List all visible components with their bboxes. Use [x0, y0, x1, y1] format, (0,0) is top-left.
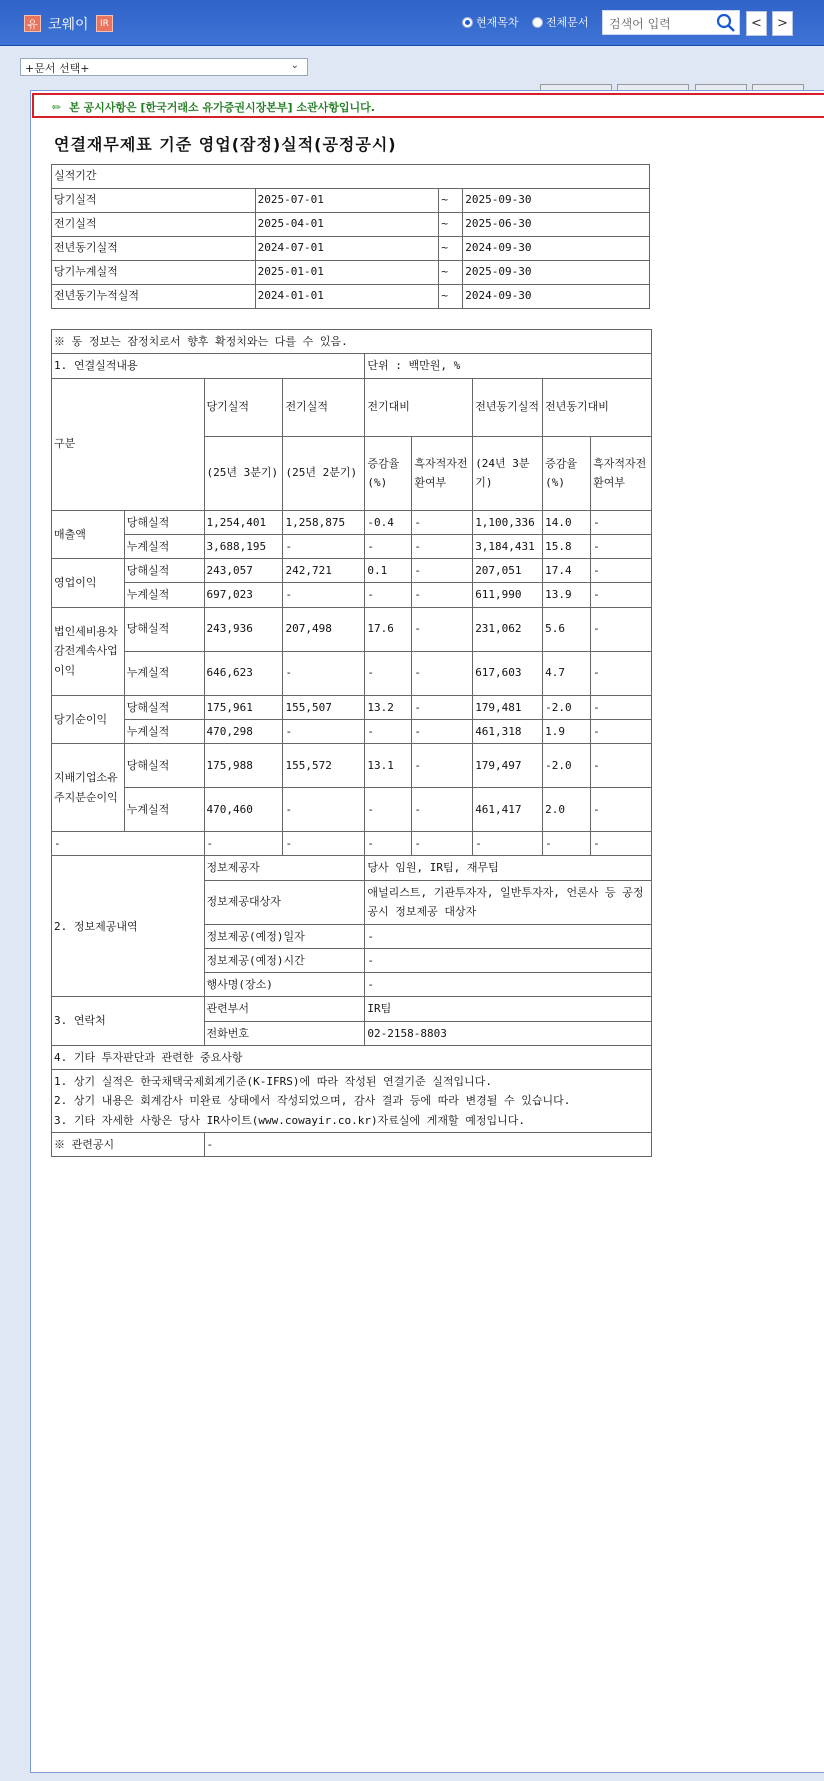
cell: 179,481 [473, 695, 543, 719]
cell: - [591, 534, 652, 558]
sub-turn: 흑자적자전환여부 [591, 436, 652, 510]
cell: - [283, 534, 365, 558]
row-type: 당해실적 [124, 744, 204, 788]
cell: - [412, 534, 473, 558]
section-1-title: 1. 연결실적내용 [52, 354, 365, 378]
table-row [52, 510, 652, 534]
period-label: 당기누계실적 [52, 261, 256, 285]
row-type: 누계실적 [124, 534, 204, 558]
cell: - [591, 788, 652, 832]
row-type: 누계실적 [124, 583, 204, 607]
info-label: 정보제공(예정)일자 [204, 924, 365, 948]
related-disclosure-value: - [204, 1132, 651, 1156]
period-label: 전년동기실적 [52, 237, 256, 261]
cell: - [591, 510, 652, 534]
table-row [52, 213, 650, 237]
contact-value: 02-2158-8803 [365, 1021, 652, 1045]
search-input[interactable]: 검색어 입력 [602, 10, 740, 35]
related-disclosure-label: ※ 관련공시 [52, 1132, 205, 1156]
cell: - [543, 832, 591, 856]
next-page-button[interactable]: > [772, 11, 793, 36]
period-to: 2025-06-30 [463, 213, 650, 237]
cell: - [591, 832, 652, 856]
cell: - [283, 788, 365, 832]
jurisdiction-notice [32, 93, 824, 118]
prev-page-button[interactable]: < [746, 11, 767, 36]
cell: 13.9 [543, 583, 591, 607]
col-prev: 전기실적 [283, 378, 365, 436]
info-value: - [365, 973, 652, 997]
cell: - [412, 719, 473, 743]
cell: 617,603 [473, 651, 543, 695]
cell: - [365, 534, 412, 558]
cell: 646,623 [204, 651, 283, 695]
radio-current-toc[interactable] [462, 14, 519, 30]
sub-prev-year: (24년 3분기) [473, 436, 543, 510]
col-vs-prev-year: 전년동기대비 [543, 378, 652, 436]
cell: - [412, 788, 473, 832]
cell: 15.8 [543, 534, 591, 558]
cell: 611,990 [473, 583, 543, 607]
period-label: 전년동기누적실적 [52, 285, 256, 309]
cell: 470,460 [204, 788, 283, 832]
table-row [52, 651, 652, 695]
radio-unselected-icon[interactable] [532, 17, 543, 28]
table-row [52, 788, 652, 832]
cell: -2.0 [543, 695, 591, 719]
period-sep: ~ [439, 213, 463, 237]
period-to: 2025-09-30 [463, 189, 650, 213]
section-2-title: 2. 정보제공내역 [52, 856, 205, 997]
pencil-icon: ✏ [52, 101, 62, 114]
item-name: 영업이익 [52, 559, 125, 608]
period-table-header: 실적기간 [52, 165, 650, 189]
cell: -2.0 [543, 744, 591, 788]
table-row [52, 695, 652, 719]
cell: 242,721 [283, 559, 365, 583]
period-to: 2024-09-30 [463, 237, 650, 261]
cell: 5.6 [543, 607, 591, 651]
cell: - [412, 744, 473, 788]
period-table [51, 164, 650, 309]
cell: 461,318 [473, 719, 543, 743]
chevron-down-icon: ⌄ [290, 60, 299, 71]
period-from: 2025-07-01 [255, 189, 439, 213]
period-sep: ~ [439, 285, 463, 309]
cell: 243,936 [204, 607, 283, 651]
table-row [52, 583, 652, 607]
table-row [52, 285, 650, 309]
cell: - [591, 651, 652, 695]
cell: - [365, 651, 412, 695]
cell: - [412, 607, 473, 651]
cell: - [204, 832, 283, 856]
document-select-dropdown[interactable] [20, 58, 308, 76]
cell: 697,023 [204, 583, 283, 607]
cell: 155,572 [283, 744, 365, 788]
info-value: - [365, 924, 652, 948]
item-name: 지배기업소유주지분순이익 [52, 744, 125, 832]
cell: - [412, 651, 473, 695]
company-name[interactable]: 코웨이 [48, 17, 89, 33]
row-type: 당해실적 [124, 695, 204, 719]
table-row [52, 607, 652, 651]
cell: 207,498 [283, 607, 365, 651]
cell: 1,254,401 [204, 510, 283, 534]
cell: - [412, 559, 473, 583]
cell: - [412, 510, 473, 534]
cell: - [591, 583, 652, 607]
cell: 3,688,195 [204, 534, 283, 558]
market-badge: 유 [24, 15, 41, 32]
cell: - [283, 832, 365, 856]
section-4-title: 4. 기타 투자판단과 관련한 중요사항 [52, 1045, 652, 1069]
table-row [52, 832, 652, 856]
other-note-line: 3. 기타 자세한 사항은 당사 IR사이트(www.cowayir.co.kr)자료실에 게재할 예정입니다. [54, 1113, 525, 1127]
table-row [52, 189, 650, 213]
cell: - [473, 832, 543, 856]
cell: -0.4 [365, 510, 412, 534]
radio-all-label: 전체문서 [546, 16, 589, 29]
radio-all-docs[interactable] [532, 14, 589, 30]
table-row [52, 719, 652, 743]
cell: - [283, 651, 365, 695]
cell: - [591, 607, 652, 651]
cell: 461,417 [473, 788, 543, 832]
other-notes [52, 1070, 652, 1133]
period-from: 2024-01-01 [255, 285, 439, 309]
cell: 14.0 [543, 510, 591, 534]
info-label: 정보제공대상자 [204, 880, 365, 924]
table-row [52, 237, 650, 261]
search-icon[interactable] [716, 13, 736, 33]
unit-label: 단위 : 백만원, % [365, 354, 652, 378]
row-type: 당해실적 [124, 559, 204, 583]
period-label: 당기실적 [52, 189, 256, 213]
info-value: 당사 임원, IR팀, 재무팀 [365, 856, 652, 880]
cell: 231,062 [473, 607, 543, 651]
period-from: 2025-01-01 [255, 261, 439, 285]
cell: 17.4 [543, 559, 591, 583]
cell: 13.1 [365, 744, 412, 788]
cell: 1.9 [543, 719, 591, 743]
sub-current: (25년 3분기) [204, 436, 283, 510]
contact-value: IR팀 [365, 997, 652, 1021]
section-3-title: 3. 연락처 [52, 997, 205, 1046]
period-sep: ~ [439, 237, 463, 261]
results-table [51, 329, 652, 1157]
row-type: 누계실적 [124, 719, 204, 743]
info-value: 애널리스트, 기관투자자, 일반투자자, 언론사 등 공정공시 정보제공 대상자 [365, 880, 652, 924]
cell: - [412, 832, 473, 856]
top-header-bar [0, 0, 824, 46]
col-category: 구분 [52, 378, 205, 510]
row-type: 누계실적 [124, 651, 204, 695]
cell: 13.2 [365, 695, 412, 719]
table-row [52, 744, 652, 788]
row-type: 당해실적 [124, 607, 204, 651]
item-name: 법인세비용차감전계속사업이익 [52, 607, 125, 695]
cell: - [365, 788, 412, 832]
notice-text: 본 공시사항은 [한국거래소 유가증권시장본부] 소관사항입니다. [69, 101, 375, 114]
sub-rate: 증감율(%) [543, 436, 591, 510]
cell: - [365, 719, 412, 743]
period-sep: ~ [439, 261, 463, 285]
provisional-note: ※ 동 정보는 잠정치로서 향후 확정치와는 다를 수 있음. [52, 330, 652, 354]
cell: - [591, 744, 652, 788]
sub-turn: 흑자적자전환여부 [412, 436, 473, 510]
item-name: 당기순이익 [52, 695, 125, 744]
period-to: 2025-09-30 [463, 261, 650, 285]
table-row [52, 534, 652, 558]
cell: 2.0 [543, 788, 591, 832]
cell: - [412, 695, 473, 719]
contact-label: 전화번호 [204, 1021, 365, 1045]
contact-label: 관련부서 [204, 997, 365, 1021]
cell: 1,258,875 [283, 510, 365, 534]
cell: - [591, 559, 652, 583]
col-prev-year: 전년동기실적 [473, 378, 543, 436]
page-title: 연결재무제표 기준 영업(잠정)실적(공정공시) [54, 135, 397, 154]
cell: 1,100,336 [473, 510, 543, 534]
cell: 17.6 [365, 607, 412, 651]
cell: - [283, 583, 365, 607]
item-name: 매출액 [52, 510, 125, 559]
info-label: 정보제공(예정)시간 [204, 948, 365, 972]
radio-current-label: 현재목차 [476, 16, 519, 29]
row-type: 누계실적 [124, 788, 204, 832]
other-note-line: 2. 상기 내용은 회계감사 미완료 상태에서 작성되었으며, 감사 결과 등에 따라 변경될 수 있습니다. [54, 1094, 571, 1108]
cell: 207,051 [473, 559, 543, 583]
sub-rate: 증감율(%) [365, 436, 412, 510]
cell: 3,184,431 [473, 534, 543, 558]
period-label: 전기실적 [52, 213, 256, 237]
period-sep: ~ [439, 189, 463, 213]
cell: - [52, 832, 205, 856]
cell: 175,988 [204, 744, 283, 788]
cell: - [365, 583, 412, 607]
cell: 470,298 [204, 719, 283, 743]
cell: - [412, 583, 473, 607]
period-from: 2025-04-01 [255, 213, 439, 237]
other-note-line: 1. 상기 실적은 한국채택국제회계기준(K-IFRS)에 따라 작성된 연결기준 실적입니다. [54, 1075, 492, 1088]
row-type: 당해실적 [124, 510, 204, 534]
document-select-value: +문서 선택+ [25, 62, 90, 75]
cell: 4.7 [543, 651, 591, 695]
info-label: 행사명(장소) [204, 973, 365, 997]
table-row [52, 559, 652, 583]
cell: 243,057 [204, 559, 283, 583]
info-label: 정보제공자 [204, 856, 365, 880]
cell: - [591, 719, 652, 743]
cell: 179,497 [473, 744, 543, 788]
cell: 175,961 [204, 695, 283, 719]
period-to: 2024-09-30 [463, 285, 650, 309]
cell: - [365, 832, 412, 856]
col-vs-prev: 전기대비 [365, 378, 473, 436]
col-current: 당기실적 [204, 378, 283, 436]
table-row [52, 261, 650, 285]
cell: 0.1 [365, 559, 412, 583]
period-from: 2024-07-01 [255, 237, 439, 261]
cell: - [283, 719, 365, 743]
cell: - [591, 695, 652, 719]
cell: 155,507 [283, 695, 365, 719]
radio-selected-icon[interactable] [462, 17, 473, 28]
info-value: - [365, 948, 652, 972]
ir-badge[interactable]: IR [96, 15, 113, 32]
sub-prev: (25년 2분기) [283, 436, 365, 510]
